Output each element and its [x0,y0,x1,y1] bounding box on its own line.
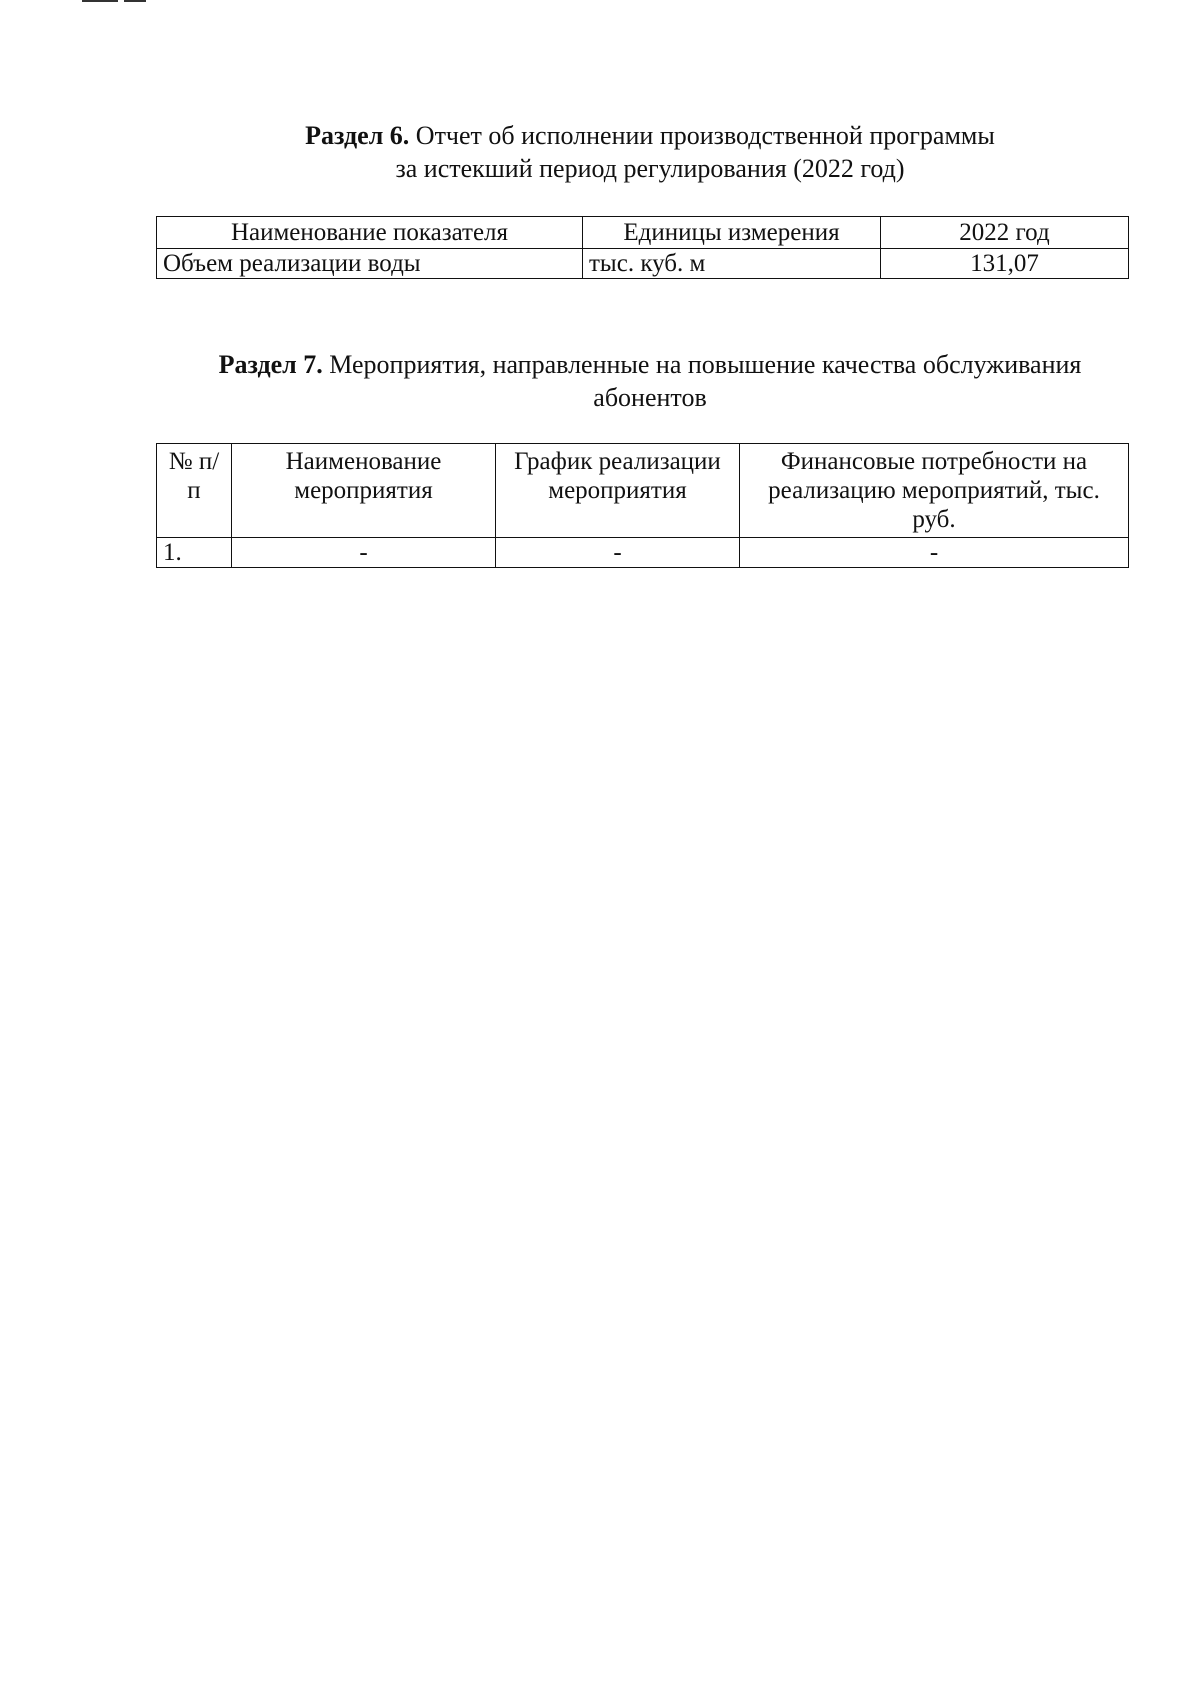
section-7-title-line2: абонентов [593,383,707,412]
header-year: 2022 год [881,217,1129,249]
cell-schedule: - [496,538,740,568]
section-6-title-line2: за истекший период регулирования (2022 год) [395,154,905,183]
section-7-label: Раздел 7. [218,350,323,379]
scan-artifact-line [124,0,146,2]
section-6-title [160,119,1140,185]
cell-row-number: 1. [157,538,232,568]
section-6-title-line1 [160,119,1140,152]
cell-financial-needs: - [740,538,1129,568]
header-measure-name: Наименование мероприятия [232,444,496,538]
cell-measure-name: - [232,538,496,568]
service-quality-measures-table [156,443,1129,568]
cell-value: 131,07 [881,249,1129,279]
header-units: Единицы измерения [583,217,881,249]
header-schedule: График реализации мероприятия [496,444,740,538]
production-program-table [156,216,1129,279]
table-row [157,249,1129,279]
cell-units: тыс. куб. м [583,249,881,279]
header-financial-needs: Финансовые потребности на реализацию мероприятий, тыс. руб. [740,444,1129,538]
table-header-row [157,217,1129,249]
table-header-row [157,444,1129,538]
cell-indicator-name: Объем реализации воды [157,249,583,279]
section-6-label: Раздел 6. [305,121,410,150]
section-6-title-text: Отчет об исполнении производственной программы [409,121,995,150]
section-7-title-text: Мероприятия, направленные на повышение качества обслуживания [322,350,1082,379]
section-7-title [160,348,1140,414]
header-indicator-name: Наименование показателя [157,217,583,249]
table-row [157,538,1129,568]
header-row-number: № п/п [157,444,232,538]
section-7-title-line1 [160,348,1140,381]
scan-artifact-line [82,0,118,2]
